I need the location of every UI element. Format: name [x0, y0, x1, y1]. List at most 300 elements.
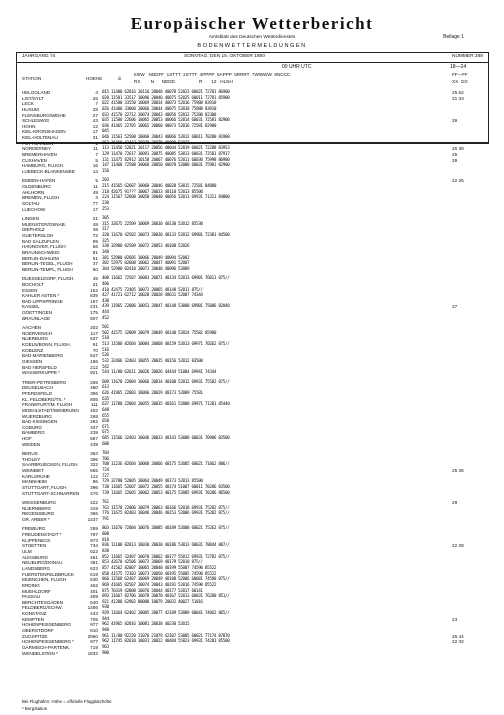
- station-observation: 671: [102, 424, 109, 430]
- station-name: GOETTINGEN: [22, 310, 52, 316]
- station-observation: 406: [102, 281, 109, 287]
- station-observation: 020 11581 33517 10096 20040 40075 52025 60011 72781 85900: [102, 95, 230, 101]
- station-observation: 444: [102, 310, 109, 316]
- station-name: KOBLENZ: [22, 347, 44, 353]
- report-date: SONNTAG, DEN 15. OKTOBER 1950: [184, 54, 265, 59]
- station-wind-gusts: 23: [452, 616, 458, 622]
- station-name: BREMERHAVEN: [22, 152, 57, 158]
- station-name: AHLHORN: [22, 189, 45, 195]
- station-elevation: 96: [92, 479, 98, 485]
- station-elevation: 152: [90, 287, 98, 293]
- station-name: STUTTGART, FLUGH: [22, 485, 67, 491]
- station-observation: 921 41280 62902 00000 10079 20032 40027 51016: [102, 599, 203, 605]
- station-elevation: 276: [90, 490, 98, 496]
- station-name: LANDSBERG: [22, 565, 51, 571]
- station-observation: 763 11570 22006 10079 20063 40166 52018 69931 75282 875//: [102, 505, 230, 511]
- station-elevation: 11: [93, 146, 98, 152]
- station-observation: 738 11665 52607 10072 20055 40174 51007 60011 70286 83500: [102, 485, 230, 491]
- station-name: FLENSBURG/WEIHE: [22, 112, 66, 118]
- station-elevation: 337: [90, 424, 98, 430]
- station-name: DEUSELBACH: [22, 385, 53, 391]
- station-name: MANNHEIM: [22, 479, 47, 485]
- station-observation: 803 11670 72004 10076 20085 40189 52008 60021 75262 875//: [102, 526, 230, 532]
- station-observation: 852 11665 32407 10070 20062 40177 55012 69931 72782 875//: [102, 554, 230, 560]
- station-name: ZUGSPITZE: [22, 633, 48, 639]
- station-name: HOHENPEISSENBERG: [22, 622, 71, 628]
- station-name: OBERSTDORF: [22, 628, 54, 633]
- station-observation: 808: [102, 532, 109, 538]
- station-observation: 776 11675 82403 10046 20046 40153 52006 69931 75282 875//: [102, 511, 230, 517]
- station-observation: 427 41721 62712 10028 20028 48631 52007 74344: [102, 293, 203, 299]
- station-observation: 439 11965 22006 10053 20047 40140 53008 69901 75086 82040: [102, 304, 230, 310]
- station-observation: 961 11/00 92220 11076 21079 42107 53005 60021 77174 87070: [102, 633, 230, 639]
- station-elevation: 27: [92, 112, 98, 118]
- station-name: FELDBERG/SCHW.: [22, 605, 63, 611]
- table-row: [0, 207, 504, 213]
- table-row: [0, 491, 504, 497]
- station-elevation: 567: [90, 436, 98, 442]
- station-observation: 648: [102, 407, 109, 413]
- station-elevation: 231: [90, 304, 98, 310]
- station-elevation: 462: [90, 582, 98, 588]
- station-observation: 838: [102, 549, 109, 555]
- station-name: HOF: [22, 436, 32, 442]
- station-name: THOLEY: [22, 456, 41, 462]
- station-observation: 046 11563 52508 10068 20043 40066 52012 60011 70280 81900: [102, 135, 230, 141]
- beilage-label: Beilage 1: [443, 34, 464, 40]
- station-name: KOELN/BONN, FLUGH.: [22, 342, 71, 348]
- station-name: KASSEL: [22, 304, 40, 310]
- station-observation: 131 11475 82912 10158 20067 40076 52011 60030 75998 86900: [102, 157, 230, 163]
- station-elevation: 282: [90, 419, 98, 425]
- station-wind-gusts: 25 36: [452, 468, 464, 474]
- station-elevation: 522: [90, 549, 98, 555]
- station-observation: 724: [102, 468, 109, 474]
- station-observation: 532 32466 32403 10055 20035 40156 52012 83500: [102, 359, 203, 364]
- station-observation: 893 11667 82706 10078 20070 40167 52013 60031 76280 851//: [102, 594, 230, 600]
- station-observation: 348: [102, 249, 109, 255]
- station-observation: 655: [102, 413, 109, 419]
- station-elevation: 627: [90, 336, 98, 342]
- station-elevation: 381: [90, 560, 98, 566]
- station-elevation: 175: [90, 310, 98, 316]
- station-elevation: 734: [90, 543, 98, 549]
- station-name: MUENSTER/OSNAB.: [22, 221, 66, 227]
- station-elevation: 401: [90, 588, 98, 594]
- station-name: HUSUM: [22, 106, 39, 112]
- station-elevation: 12: [92, 123, 98, 129]
- station-observation: 026 41480 33060 10066 20044 40075 52018 75988 83910: [102, 106, 217, 112]
- station-observation: 613: [102, 385, 109, 391]
- station-observation: 704: [102, 451, 109, 457]
- table-row: [0, 442, 504, 448]
- station-observation: 015 11400 62816 10116 20048 40078 52023 60021 72781 86900: [102, 90, 230, 95]
- station-observation: 035 11580 22606 10065 20053 40066 52014 60031 72581 82900: [102, 118, 230, 124]
- station-name: BERCHTESGADEN: [22, 599, 63, 605]
- station-elevation: 202: [90, 325, 98, 331]
- station-elevation: 265: [90, 379, 98, 385]
- station-elevation: 977: [90, 622, 98, 628]
- report-number: NUMMER 288: [452, 54, 483, 59]
- station-observation: 626 41965 22003 10066 20029 40173 52009 75581: [102, 391, 203, 396]
- station-name: STUTTGART-SCHNARREN: [22, 490, 80, 496]
- page-title: Europäischer Wetterbericht: [130, 14, 374, 33]
- station-elevation: 396: [90, 456, 98, 462]
- station-elevation: 555: [90, 468, 98, 474]
- station-observation: 853 42670 42506 10072 20069 40179 52010 875//: [102, 560, 203, 566]
- station-elevation: 443: [90, 611, 98, 617]
- station-name: BERLIN-DAHLEM: [22, 255, 59, 261]
- station-name: SCHLESWIG: [22, 118, 50, 124]
- station-name: GIESSEN: [22, 359, 43, 364]
- station-elevation: 38: [92, 227, 98, 233]
- station-name: PASSAU: [22, 594, 41, 600]
- station-elevation: 45: [92, 276, 98, 282]
- station-name: BRAUNLAGE: [22, 315, 51, 321]
- col-ff: FF—FF: [452, 72, 468, 77]
- station-observation: 033 41570 22712 10074 20043 40056 52012 75280 82300: [102, 112, 217, 118]
- station-elevation: 607: [90, 315, 98, 321]
- station-name: BAD LIPPSPRINGE: [22, 298, 63, 304]
- station-observation: 022 41580 33550 10069 20034 40073 52016 75988 83910: [102, 101, 217, 107]
- station-name: DUESSELDORF, FLUGH.: [22, 276, 75, 282]
- station-observation: 685 11566 32403 10046 20033 40143 53008 60031 70986 83500: [102, 436, 230, 442]
- station-observation: 729 32780 52005 10064 20049 40173 52013 85500: [102, 479, 203, 485]
- station-observation: 609 11670 22004 10066 20014 40180 52012 69931 75582 875//: [102, 379, 230, 385]
- station-elevation: 56: [92, 244, 98, 250]
- station-elevation: 1486: [87, 605, 98, 611]
- table-row: [0, 267, 504, 273]
- station-name: SOLTAU: [22, 200, 40, 206]
- station-observation: 218 42675 91??? 10067 20033 40110 52013 85500: [102, 189, 203, 195]
- station-elevation: 49: [92, 189, 98, 195]
- station-elevation: 117: [90, 330, 98, 336]
- station-observation: 320 11670 42502 10073 20030 40133 52012 69901 72381 84500: [102, 232, 230, 238]
- table-row: [0, 651, 504, 657]
- station-name: ESSEN: [22, 287, 38, 293]
- station-observation: 963: [102, 644, 109, 650]
- station-name: TRIER-PETRISBERG: [22, 379, 67, 385]
- station-elevation: 540: [90, 599, 98, 605]
- station-elevation: 422: [90, 500, 98, 506]
- station-observation: 962 41965 82016 10081 20038 40230 52015: [102, 622, 190, 628]
- station-observation: 400 11662 72507 10083 20071 40134 52013 69901 76011 875//: [102, 276, 230, 282]
- station-observation: 381 52980 02605 10066 20049 40094 52002: [102, 255, 190, 261]
- station-name: BAD KISSINGEN: [22, 419, 58, 425]
- station-observation: 224 11567 52608 10058 20040 40056 52011 69931 71311 84800: [102, 195, 230, 201]
- station-name: WEIDEN: [22, 441, 41, 447]
- station-name: CUXHAVEN: [22, 157, 47, 163]
- station-name: MUEHLDORF: [22, 588, 51, 594]
- station-observation: 542: [102, 364, 109, 370]
- station-name: BERLIN-TEGEL, FLUGH: [22, 261, 73, 267]
- station-name: LINGEN: [22, 216, 39, 222]
- station-elevation: 439: [90, 441, 98, 447]
- utc-18-label: 18—24: [450, 64, 467, 70]
- station-name: DIEPHOLZ: [22, 227, 45, 233]
- station-name: NORDERNEY: [22, 146, 52, 152]
- station-wind-gusts: 29: [452, 118, 458, 124]
- station-observation: 036 41465 22705 10065 20060 40073 52016 72581 82900: [102, 123, 217, 129]
- station-elevation: 547: [90, 353, 98, 359]
- col-codes-sub: RX N NDDD R 12 HLNH: [134, 79, 233, 84]
- station-observation: 526: [102, 353, 109, 359]
- station-name: KAHLER ASTEN *: [22, 293, 60, 299]
- station-name: KIEL-KRONSHAGEN: [22, 129, 66, 135]
- station-name: KIEL-HOLTENAU: [22, 135, 58, 141]
- station-elevation: 719: [90, 644, 98, 650]
- station-name: ERDING: [22, 582, 40, 588]
- station-elevation: 269: [90, 526, 98, 532]
- station-elevation: 239: [90, 430, 98, 436]
- station-elevation: 2960: [87, 633, 98, 639]
- station-name: NEUBURG/DONAU: [22, 560, 63, 566]
- station-name: HANNOVER, FLUGH: [22, 244, 66, 250]
- station-elevation: 322: [90, 462, 98, 468]
- station-observation: 113 11450 52021 10117 20056 40044 52019 60021 72288 83953: [102, 146, 230, 152]
- station-name: NOERVENICH: [22, 330, 53, 336]
- station-name: BRAUNSCHWEIG: [22, 249, 60, 255]
- station-observation: 658: [102, 419, 109, 425]
- station-elevation: 1437: [87, 517, 98, 523]
- station-name: LUECHOW: [22, 206, 46, 212]
- station-elevation: 797: [90, 532, 98, 538]
- station-elevation: 70: [92, 347, 98, 353]
- col-iii: iii: [118, 76, 122, 81]
- table-row: [0, 169, 504, 175]
- station-name: COBURG: [22, 424, 42, 430]
- footnote-flughafen: Bei Flughäfen: Höhe = offizielle Flugplatzhöhe: [22, 699, 112, 704]
- station-name: MOEHLSTADT/WEIBRUNN: [22, 407, 79, 413]
- station-observation: 836 11108 82813 10030 20030 40186 53013 60031 78044 807//: [102, 543, 230, 549]
- station-wind-gusts: 26 44: [452, 633, 464, 639]
- station-name: KARLSRUHE: [22, 473, 50, 479]
- station-observation: 384 52980 02410 10071 20048 40096 52009: [102, 266, 190, 272]
- station-observation: 944: [102, 616, 109, 622]
- jahrgang: JAHRGANG 74: [22, 54, 56, 59]
- station-observation: 215 41565 62607 10068 20046 40028 53015 72581 84800: [102, 184, 217, 190]
- station-elevation: 16: [92, 163, 98, 169]
- station-observation: 501: [102, 325, 109, 331]
- station-observation: 410 42475 72405 10072 20065 40148 52011 875//: [102, 287, 203, 293]
- station-observation: 045: [102, 129, 109, 135]
- station-observation: 203: [102, 178, 109, 184]
- station-name: KEMPTEN: [22, 616, 44, 622]
- station-observation: 948: [102, 628, 109, 633]
- station-name: HAMBURG, FLUGH: [22, 163, 64, 169]
- station-observation: 305: [102, 216, 109, 222]
- station-elevation: 81: [92, 249, 98, 255]
- col-xx: XX GG: [452, 79, 468, 84]
- section-title: BODENWETTERMELDUNGEN: [197, 43, 307, 49]
- station-elevation: 26: [92, 95, 98, 101]
- station-elevation: 7: [95, 152, 98, 158]
- station-name: BOCHOLT: [22, 281, 44, 287]
- station-elevation: 212: [90, 364, 98, 370]
- station-elevation: 28: [92, 106, 98, 112]
- station-name: PUTTGARDEN: [22, 140, 54, 146]
- station-elevation: 5: [95, 178, 98, 184]
- station-wind-gusts: 21 33: [452, 95, 464, 101]
- station-elevation: 72: [92, 232, 98, 238]
- station-elevation: 319: [90, 505, 98, 511]
- station-elevation: 705: [90, 616, 98, 622]
- station-observation: 818: [102, 537, 109, 543]
- station-name: HOHENPEISSENBERG *: [22, 639, 74, 645]
- station-name: KLIPPENECK: [22, 537, 51, 543]
- table-row: [0, 370, 504, 376]
- table-row: [0, 517, 504, 523]
- station-name: NUERNBERG: [22, 505, 52, 511]
- station-observation: 382 52975 02608 10062 20047 40091 52007: [102, 261, 190, 267]
- col-station: STATION: [22, 76, 42, 81]
- station-name: GR. ARBER *: [22, 517, 50, 523]
- station-observation: 929 11664 62402 10085 20077 42189 52009 60041 74062 865//: [102, 611, 230, 617]
- station-observation: 452: [102, 315, 109, 321]
- station-elevation: 77: [92, 200, 98, 206]
- station-observation: 544 11/00 62611 10026 20026 44444 51004 69941 74344: [102, 370, 217, 376]
- station-name: LIST/SYLT: [22, 95, 44, 101]
- station-elevation: 973: [90, 537, 98, 543]
- station-name: WASSERKUPPE *: [22, 370, 60, 376]
- station-name: HOHN: [22, 123, 36, 129]
- station-observation: 727: [102, 473, 109, 479]
- station-wind-gusts: 29: [452, 500, 458, 506]
- station-observation: 761: [102, 500, 109, 506]
- station-name: FUERSTENFELDBRUCK: [22, 571, 74, 577]
- station-elevation: 21: [92, 281, 98, 287]
- station-observation: 708 11236 82604 10068 20066 40175 52005 60021 71062 886//: [102, 462, 230, 468]
- station-name: KONSTANZ: [22, 611, 47, 617]
- station-observation: 430: [102, 298, 109, 304]
- station-name: GARMISCH-PARTENK.: [22, 644, 71, 650]
- station-elevation: 977: [90, 639, 98, 645]
- station-elevation: 186: [90, 359, 98, 364]
- station-name: AACHEN: [22, 325, 41, 331]
- station-elevation: 921: [90, 370, 98, 376]
- station-elevation: 48: [92, 221, 98, 227]
- station-name: BAD SALZUFLEN: [22, 238, 59, 244]
- station-elevation: 1832: [87, 650, 98, 656]
- station-elevation: 99: [92, 238, 98, 244]
- station-name: PFERDSFELD: [22, 391, 52, 396]
- station-name: MUENCHEN, FLUGH: [22, 577, 67, 583]
- station-elevation: 461: [90, 554, 98, 560]
- station-elevation: 37: [92, 261, 98, 267]
- station-name: NUERBURG: [22, 336, 49, 342]
- station-observation: 315 32675 22509 10069 20030 40130 52012 85530: [102, 221, 203, 227]
- station-elevation: 11: [93, 184, 98, 190]
- station-name: SAARBRUECKEN, FLUGH.: [22, 462, 79, 468]
- station-name: FREUDENSTADT *: [22, 532, 62, 538]
- station-elevation: 3: [95, 195, 98, 201]
- station-observation: 866 11568 62407 10069 20049 40188 52006 60081 74590 875//: [102, 577, 230, 583]
- station-name: BERLIN-TEMPL, FLUGH: [22, 266, 73, 272]
- station-observation: 706: [102, 456, 109, 462]
- station-elevation: 14: [92, 168, 98, 174]
- station-name: STOETTEN: [22, 543, 47, 549]
- station-name: ULM: [22, 549, 32, 555]
- col-hoehe: HOEHE: [86, 76, 103, 81]
- station-elevation: 31: [92, 135, 98, 141]
- station-name: FREIBURG: [22, 526, 46, 532]
- station-wind-gusts: 25: [452, 152, 458, 158]
- station-observation: 858 41575 72303 10073 20050 40195 55005 74590 85522: [102, 571, 217, 577]
- station-elevation: 480: [90, 385, 98, 391]
- station-name: WENDELSTEIN *: [22, 650, 58, 656]
- footnote-bergstation: * Bergstation: [22, 706, 48, 711]
- station-wind-gusts: 22 32: [452, 639, 464, 645]
- station-observation: 516: [102, 347, 109, 353]
- station-elevation: 50: [92, 266, 98, 272]
- station-wind-gusts: 22 26: [452, 178, 464, 184]
- station-name: WEINBIET: [22, 468, 44, 474]
- station-elevation: 805: [90, 396, 98, 402]
- station-observation: 156: [102, 168, 109, 174]
- table-row: [0, 316, 504, 322]
- station-elevation: 17: [92, 129, 98, 135]
- station-elevation: 402: [90, 407, 98, 413]
- station-elevation: 17: [92, 206, 98, 212]
- station-elevation: 51: [92, 255, 98, 261]
- station-observation: 635: [102, 396, 109, 402]
- station-observation: 875 76419 42808 10076 20044 40177 52017 60141: [102, 588, 203, 594]
- station-wind-gusts: 22 28: [452, 543, 464, 549]
- station-observation: 129 11470 72617 10091 20075 40085 53013 60031 72581 87917: [102, 152, 230, 158]
- station-elevation: 1: [95, 140, 98, 146]
- station-observation: 325: [102, 238, 109, 244]
- station-observation: 230: [102, 200, 109, 206]
- station-observation: 317: [102, 227, 109, 233]
- station-observation: 980: [102, 650, 109, 656]
- station-wind-gusts: 25 62: [452, 90, 464, 95]
- station-elevation: 839: [90, 293, 98, 299]
- station-observation: 857 41562 82007 10065 20048 40199 55007 74590 85522: [102, 565, 217, 571]
- station-name: KL. FELDBERG/TS. *: [22, 396, 66, 402]
- station-name: HELGOLAND: [22, 90, 51, 95]
- station-elevation: 157: [90, 298, 98, 304]
- station-name: AUGSBURG: [22, 554, 49, 560]
- station-observation: 962 11745 82610 10031 20022 40484 55023 69931 74281 85500: [102, 639, 230, 645]
- station-observation: 791: [102, 517, 109, 523]
- station-elevation: 409: [90, 594, 98, 600]
- station-name: OLDENBURG: [22, 184, 51, 190]
- station-name: EMDEN-HAFEN: [22, 178, 56, 184]
- station-name: REGENSBURG: [22, 511, 55, 517]
- station-observation: 739 11665 22605 10062 20053 40175 52005 69931 70286 86500: [102, 490, 230, 496]
- station-observation: 513 11580 82604 10084 20068 40159 52013 69971 70262 875//: [102, 342, 230, 348]
- station-observation: 502 41575 32809 10079 20049 40140 52024 75582 85900: [102, 330, 217, 336]
- station-observation: 930: [102, 605, 109, 611]
- station-observation: 510: [102, 336, 109, 342]
- station-elevation: 396: [90, 391, 98, 396]
- station-elevation: 7: [95, 101, 98, 107]
- utc-00-label: 00 UHR UTC: [282, 64, 312, 70]
- station-observation: 063 36460 42412 10079 20079 40090 52027: [102, 140, 190, 146]
- header-divider: [16, 62, 489, 63]
- station-name: GUETERSLOH: [22, 232, 54, 238]
- station-elevation: 111: [90, 402, 98, 408]
- station-name: BAD HERSFELD: [22, 364, 57, 370]
- station-observation: 869 41665 82507 10074 20043 40191 52016 74590 85522: [102, 582, 217, 588]
- station-elevation: 4: [95, 90, 98, 95]
- station-wind-gusts: 29: [452, 157, 458, 163]
- station-elevation: 519: [90, 571, 98, 577]
- page-subtitle: Amtsblatt des Deutschen Wetterdienstes: [208, 35, 296, 40]
- station-elevation: 366: [90, 511, 98, 517]
- station-elevation: 91: [92, 342, 98, 348]
- station-elevation: 810: [90, 628, 98, 633]
